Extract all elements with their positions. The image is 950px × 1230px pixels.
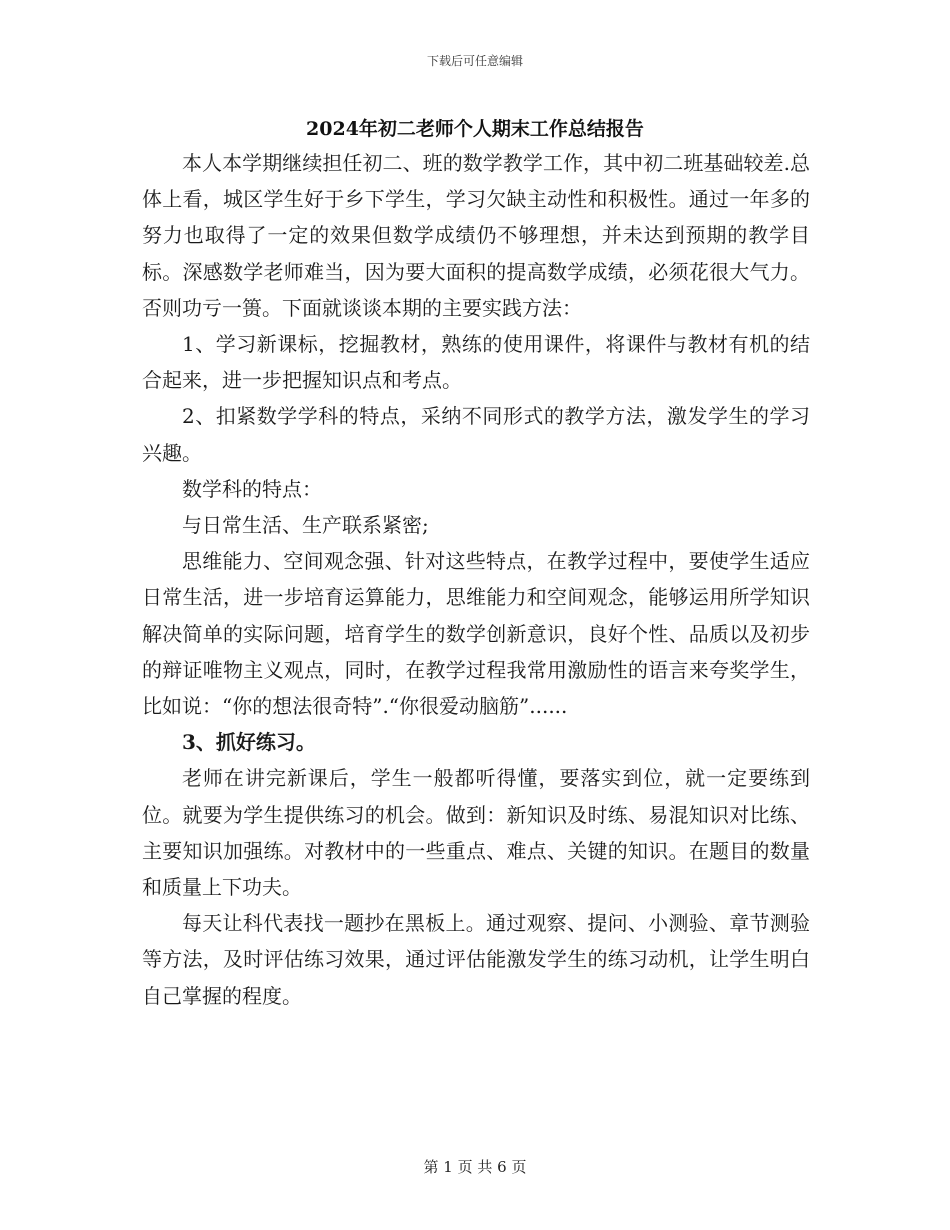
paragraph-intro: 本人本学期继续担任初二、班的数学教学工作，其中初二班基础较差.总体上看，城区学生好于乡下学生，学习欠缺主动性和积极性。通过一年多的努力也取得了一定的效果但数学成绩仍不够理想，并未达到预期的教学目标。深感数学老师难当，因为要大面积的提高数学成绩，必须花很大气力。否则功亏一篑。下面就谈谈本期的主要实践方法： bbox=[142, 151, 810, 320]
document-body bbox=[142, 145, 810, 1014]
paragraph-item-2: 2、扣紧数学学科的特点，采纳不同形式的教学方法，激发学生的学习兴趣。 bbox=[142, 404, 810, 465]
paragraph-subject-features-heading: 数学科的特点： bbox=[182, 476, 322, 501]
paragraph-practice: 老师在讲完新课后，学生一般都听得懂，要落实到位，就一定要练到位。就要为学生提供练习的机会。做到：新知识及时练、易混知识对比练、主要知识加强练。对教材中的一些重点、难点、关键的知识。在题目的数量和质量上下功夫。 bbox=[142, 766, 810, 900]
document-title: 2024年初二老师个人期末工作总结报告 bbox=[306, 118, 644, 140]
paragraph-item-1: 1、学习新课标，挖掘教材，熟练的使用课件，将课件与教材有机的结合起来，进一步把握知识点和考点。 bbox=[142, 332, 810, 393]
paragraph-feature-1: 与日常生活、生产联系紧密; bbox=[182, 513, 429, 538]
paragraph-item-3-heading: 3、抓好练习。 bbox=[182, 730, 316, 755]
page-header: 下载后可任意编辑 bbox=[426, 54, 523, 68]
paragraph-feature-2: 思维能力、空间观念强、针对这些特点，在教学过程中，要使学生适应日常生活，进一步培育运算能力，思维能力和空间观念，能够运用所学知识解决简单的实际问题，培育学生的数学创新意识，良好个性、品质以及初步的辩证唯物主义观点，同时，在教学过程我常用激励性的语言来夸奖学生，比如说：“你的想法很奇特”.“你很爱动脑筋”...... bbox=[142, 549, 810, 719]
page-footer: 第 1 页 共 6 页 bbox=[423, 1158, 527, 1176]
paragraph-daily-exercise: 每天让科代表找一题抄在黑板上。通过观察、提问、小测验、章节测验等方法，及时评估练习效果，通过评估能激发学生的练习动机，让学生明白自己掌握的程度。 bbox=[142, 911, 810, 1008]
